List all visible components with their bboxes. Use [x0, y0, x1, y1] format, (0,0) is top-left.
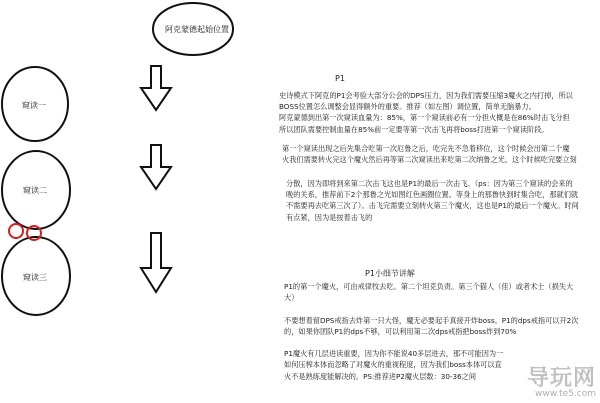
- p1-line: 有点紧，因为是按着击飞的: [286, 212, 373, 222]
- watermark-brand: 导玩网: [526, 366, 596, 391]
- position-three-label: 窥读三: [23, 273, 47, 282]
- details-line: 的，如果你团队P1的dps不够，可以利用第二次dps戒指把boss炸到70%: [284, 326, 517, 336]
- details-line: 大）: [284, 293, 299, 303]
- down-arrow-3: [141, 233, 171, 292]
- down-arrow-1: [141, 66, 171, 110]
- start-position-label: 阿克蒙德起始位置: [165, 25, 229, 34]
- details-heading: P1小细节讲解: [365, 269, 415, 278]
- red-marker-left: [9, 224, 23, 238]
- p1-line: 不需要再去吃第三次了）。击飞完需要立刻转火第三个魔火，这也是P1的最后一个魔火。时间: [286, 201, 579, 211]
- position-one-label: 窥读一: [22, 101, 46, 110]
- p1-paragraph-a: [279, 90, 573, 135]
- watermark-url: www.te5.com: [535, 389, 596, 399]
- details-line: [284, 303, 578, 314]
- details-line: P1的第一个魔火，可由戒律牧去吃。第二个坦克负责。第三个猫人（佳）或者术士（损失大: [284, 282, 574, 291]
- p1-paragraph-b: [282, 143, 577, 165]
- p1-line: 阿克蒙德到出第一次窥读血量为：85%，第一个窥读前必有一分担火概是在86%时击飞分担: [279, 113, 570, 123]
- details-line: 如何压榨本体而忽略了对魔火的重视程度，因为我们boss本体可以直: [284, 360, 502, 370]
- p1-line: 史诗模式下阿克的P1会考验大部分公会的DPS压力，因为我们需要压缩3魔火之内打掉，所以: [279, 91, 573, 100]
- site-watermark: [527, 361, 596, 399]
- p1-line: 分散，因为即将到来第二次击飞这也是P1的最后一次击飞。（ps：因为第三个窥读的会来的: [286, 179, 573, 188]
- details-line: 不要想着留DPS戒指去炸第一只大怪，魔无必要起手真接开炸boss。P1的dps戒指可以开2次: [284, 315, 579, 325]
- details-line: 火不是熟练度能解决的。PS:推荐进P2魔火层数：30-36之间: [284, 371, 477, 381]
- p1-heading: P1: [335, 74, 345, 83]
- details-line: P1魔火有几层进读重要，因为你不能说40多层进去，那不可能因为一: [284, 349, 504, 359]
- p1-line: 所以团队需要控制血量在85%前一定要等第一次击飞再将boss打进第一个窥读阶段。: [279, 124, 549, 134]
- down-arrow-2: [141, 145, 171, 189]
- position-two-label: 窥读二: [23, 186, 47, 195]
- p1-line: 火我们需要转火完这个魔火然后再等第二次窥读出来吃第二次纳鲁之光，这个时候吃完要立刻: [282, 155, 577, 165]
- p1-line: 第一个窥读出现之后先集合吃第一次厄鲁之后，吃完先不急着移位，这个时候会出第二个魔: [282, 144, 570, 153]
- p1-paragraph-c: [286, 178, 579, 223]
- p1-line: 晚的关系，推荐前下2个那鲁之光如图红色画圈位置。等身上的那鲁快到时集合吃，那就们就: [286, 190, 579, 200]
- p1-line: BOSS位置怎么调整会显得额外的重要。推荐（如左图）调位置，简单无脑暴力。: [279, 102, 536, 112]
- details-line: [284, 337, 578, 348]
